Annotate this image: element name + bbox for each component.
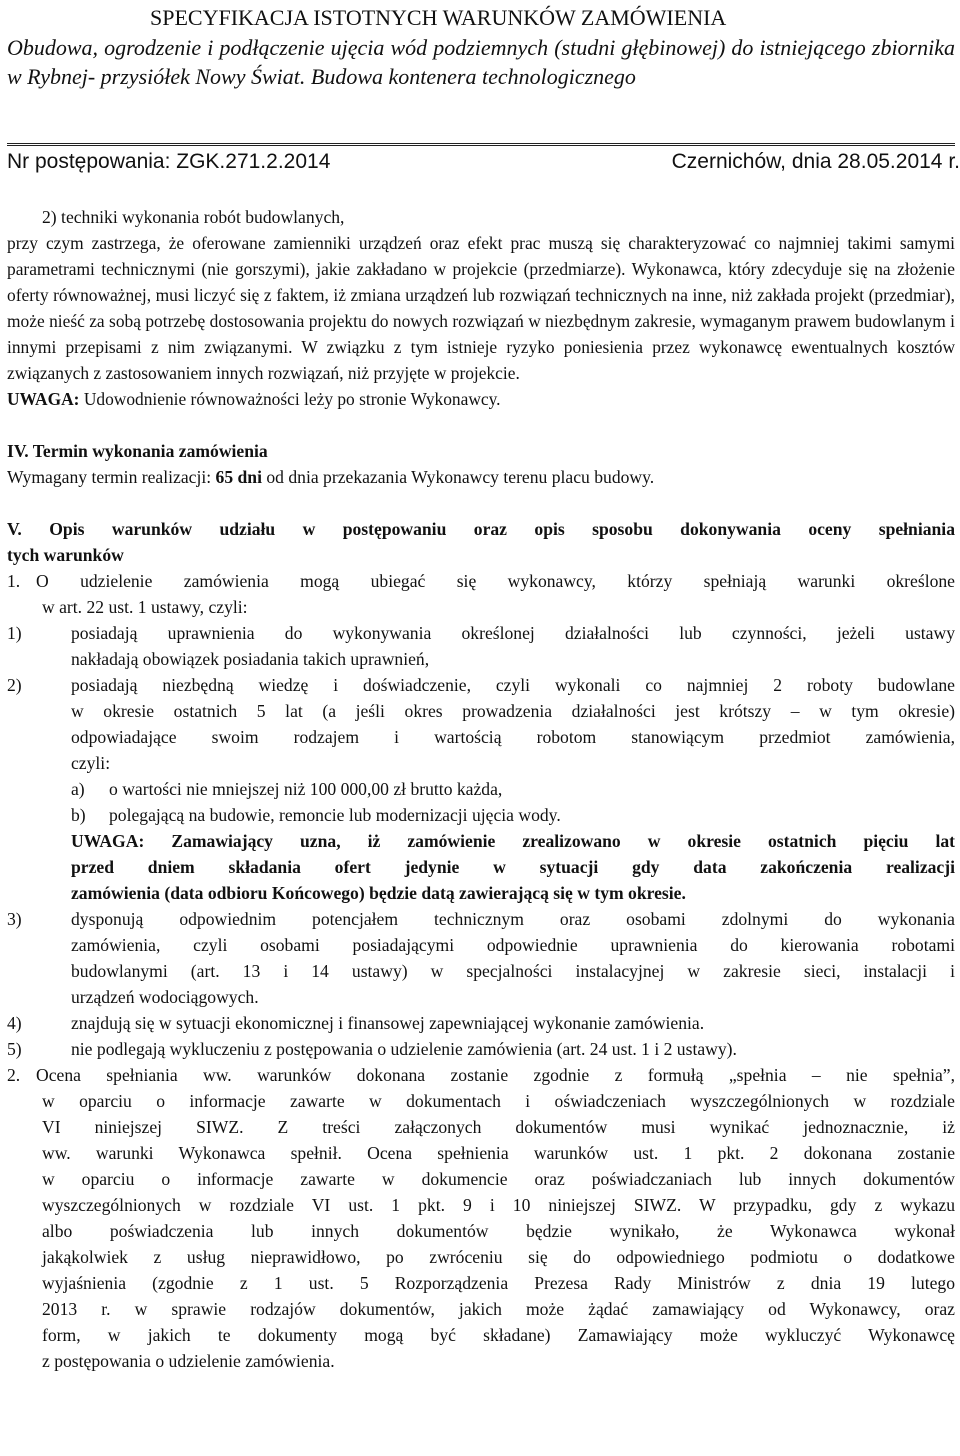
document-title: SPECYFIKACJA ISTOTNYCH WARUNKÓW ZAMÓWIENIA bbox=[150, 5, 727, 30]
condition-2-line2: w okresie ostatnich 5 lat (a jeśli okres prowadzenia działalności jest krótszy – w tym okresie) bbox=[71, 701, 955, 721]
condition-4-text: znajdują się w sytuacji ekonomicznej i finansowej zapewniającej wykonanie zamówienia. bbox=[71, 1013, 705, 1033]
condition-2-line4: czyli: bbox=[71, 753, 111, 773]
condition-3-line2: zamówienia, czyli osobami posiadającymi odpowiednie uprawnienia do kierowania robotami bbox=[71, 935, 955, 955]
condition-3-line4: urządzeń wodociągowych. bbox=[71, 987, 259, 1007]
intro-paragraph bbox=[7, 230, 955, 412]
condition-3-row1 bbox=[7, 906, 955, 932]
condition-2b-row bbox=[7, 802, 955, 828]
condition-5-row bbox=[7, 1036, 955, 1062]
section-v-p2-line6: wyszczególnionych w rozdziale VI ust. 1 pkt. 9 i 10 niniejszej SIWZ. W przypadku, gdy z wykazu bbox=[42, 1195, 955, 1215]
condition-uwaga-line3: zamówienia (data odbioru Końcowego) będzie datą zawierającą się w tym okresie. bbox=[71, 883, 686, 903]
section-v-p2-line7: albo poświadczenia lub innych dokumentów będzie wynikało, że Wykonawca wykonał bbox=[42, 1221, 955, 1241]
condition-2-number: 2) bbox=[7, 675, 22, 695]
section-iv-heading: IV. Termin wykonania zamówienia bbox=[7, 441, 268, 461]
condition-2a-row bbox=[7, 776, 955, 802]
document-body bbox=[7, 204, 955, 1374]
section-v-p2-number: 2. bbox=[7, 1065, 21, 1085]
intro-uwaga-label: UWAGA: bbox=[7, 389, 80, 409]
header-divider bbox=[7, 143, 955, 146]
section-v-p1-number: 1. bbox=[7, 571, 21, 591]
section-v-p2-line9: wyjaśnienia (zgodnie z 1 ust. 5 Rozporządzenia Prezesa Rady Ministrów z dnia 19 lutego bbox=[42, 1273, 955, 1293]
section-v-p1-line2: w art. 22 ust. 1 ustawy, czyli: bbox=[42, 597, 248, 617]
condition-1-number: 1) bbox=[7, 623, 22, 643]
condition-uwaga-line2: przed dniem składania ofert jedynie w sytuacji gdy data zakończenia realizacji bbox=[71, 857, 955, 877]
condition-4-number: 4) bbox=[7, 1013, 22, 1033]
condition-2a-text: o wartości nie mniejszej niż 100 000,00 zł brutto każda, bbox=[109, 779, 503, 799]
section-v-p2-line5: w oparciu o informacje zawarte w dokumencie oraz poświadczaniach lub innych dokumentów bbox=[42, 1169, 955, 1189]
condition-4-row bbox=[7, 1010, 955, 1036]
condition-2-row1 bbox=[7, 672, 955, 698]
place-date: Czernichów, dnia 28.05.2014 r. bbox=[671, 150, 960, 173]
condition-2-line3: odpowiadające swoim rodzajem i wartością robotom stanowiącym przedmiot zamówienia, bbox=[71, 727, 955, 747]
section-v-p2-line4: ww. warunki Wykonawca spełnił. Ocena spełnienia warunków ust. 1 pkt. 2 dokonana zostanie bbox=[42, 1143, 955, 1163]
condition-3-number: 3) bbox=[7, 909, 22, 929]
condition-2b-text: polegającą na budowie, remoncie lub modernizacji ujęcia wody. bbox=[109, 805, 561, 825]
section-v-p2-line10: 2013 r. w sprawie rodzajów dokumentów, jakich może żądać zamawiający od Wykonawcy, oraz bbox=[42, 1299, 955, 1319]
intro-item-2: 2) techniki wykonania robót budowlanych, bbox=[42, 207, 345, 227]
condition-1-line1: posiadają uprawnienia do wykonywania określonej działalności lub czynności, jeżeli ustawy bbox=[71, 623, 955, 643]
section-iv-days: 65 dni bbox=[215, 467, 262, 487]
section-v-p2-line11: form, w jakich te dokumenty mogą być składane) Zamawiający może wykluczyć Wykonawcę bbox=[42, 1325, 955, 1345]
condition-5-number: 5) bbox=[7, 1039, 22, 1059]
section-iv-text-after: od dnia przekazania Wykonawcy terenu placu budowy. bbox=[261, 467, 655, 487]
spacer bbox=[7, 490, 955, 516]
condition-3-line1: dysponują odpowiednim potencjałem technicznym oraz osobami zdolnymi do wykonania bbox=[71, 909, 955, 929]
condition-2b-letter: b) bbox=[71, 805, 86, 825]
condition-5-text: nie podlegają wykluczeniu z postępowania o udzielenie zamówienia (art. 24 ust. 1 i 2 ustawy). bbox=[71, 1039, 737, 1059]
section-iv-text bbox=[7, 464, 955, 490]
document-subtitle: Obudowa, ogrodzenie i podłączenie ujęcia wód podziemnych (studni głębinowej) do istniejącego zbiornika w Rybnej- przysiółek Nowy Świat. Budowa kontenera technologicznego bbox=[7, 35, 955, 89]
spacer bbox=[7, 412, 955, 438]
section-v-heading-1: V. Opis warunków udziału w postępowaniu oraz opis sposobu dokonywania oceny spełniania bbox=[7, 519, 955, 539]
intro-paragraph-text: przy czym zastrzega, że oferowane zamienniki urządzeń oraz efekt prac muszą się charakteryzować co najmniej takimi samymi parametrami technicznymi (nie gorszymi), jakie zakładano w projekcie (przedmiarze). Wykonawca, który zdecyduje się na złożenie oferty równoważnej, musi liczyć się z faktem, iż zmiana urządzeń lub rozwiązań technicznych na inne, niż zakłada projekt (przedmiar), może nieść za sobą potrzebę dostosowania projektu do nowych rozwiązań w niezbędnym zakresie, wymaganym prawem budowlanym i innymi przepisami z nim związanymi. W związku z tym istnieje ryzyko poniesienia przez wykonawcę ewentualnych kosztów związanych z zastosowaniem innych rozwiązań, niż przyjęte w projekcie. bbox=[7, 233, 955, 383]
section-v-p2-line12: z postępowania o udzielenie zamówienia. bbox=[42, 1351, 335, 1371]
section-v-p1-row1 bbox=[7, 568, 955, 594]
condition-2a-letter: a) bbox=[71, 779, 85, 799]
condition-uwaga-line1: UWAGA: Zamawiający uzna, iż zamówienie zrealizowano w okresie ostatnich pięciu lat bbox=[71, 831, 955, 851]
condition-1-row1 bbox=[7, 620, 955, 646]
section-v-p2-line1: Ocena spełniania ww. warunków dokonana zostanie zgodnie z formułą „spełnia – nie spełnia”, bbox=[36, 1065, 955, 1085]
section-iv-text-before: Wymagany termin realizacji: bbox=[7, 467, 216, 487]
section-v-heading-2: tych warunków bbox=[7, 545, 124, 565]
section-v-p1-line1: O udzielenie zamówienia mogą ubiegać się wykonawcy, którzy spełniają warunki określone bbox=[36, 571, 955, 591]
condition-1-line2: nakładają obowiązek posiadania takich uprawnień, bbox=[71, 649, 430, 669]
section-v-p2-line2: w oparciu o informacje zawarte w dokumentach i oświadczeniach wyszczególnionych w rozdziale bbox=[42, 1091, 955, 1111]
section-v-p2-line8: jakąkolwiek z usług nieprawidłowo, po zwróceniu się do odpowiedniego podmiotu o dodatkowe bbox=[42, 1247, 955, 1267]
case-number: Nr postępowania: ZGK.271.2.2014 bbox=[7, 150, 331, 173]
intro-uwaga-text: Udowodnienie równoważności leży po stronie Wykonawcy. bbox=[79, 389, 501, 409]
section-v-p2-line3: VI niniejszej SIWZ. Z treści załączonych dokumentów musi wynikać jednoznacznie, iż bbox=[42, 1117, 955, 1137]
condition-3-line3: budowlanymi (art. 13 i 14 ustawy) w specjalności instalacyjnej w zakresie sieci, instalacji i bbox=[71, 961, 955, 981]
condition-2-line1: posiadają niezbędną wiedzę i doświadczenie, czyli wykonali co najmniej 2 roboty budowlane bbox=[71, 675, 955, 695]
section-v-p2-row1 bbox=[7, 1062, 955, 1088]
